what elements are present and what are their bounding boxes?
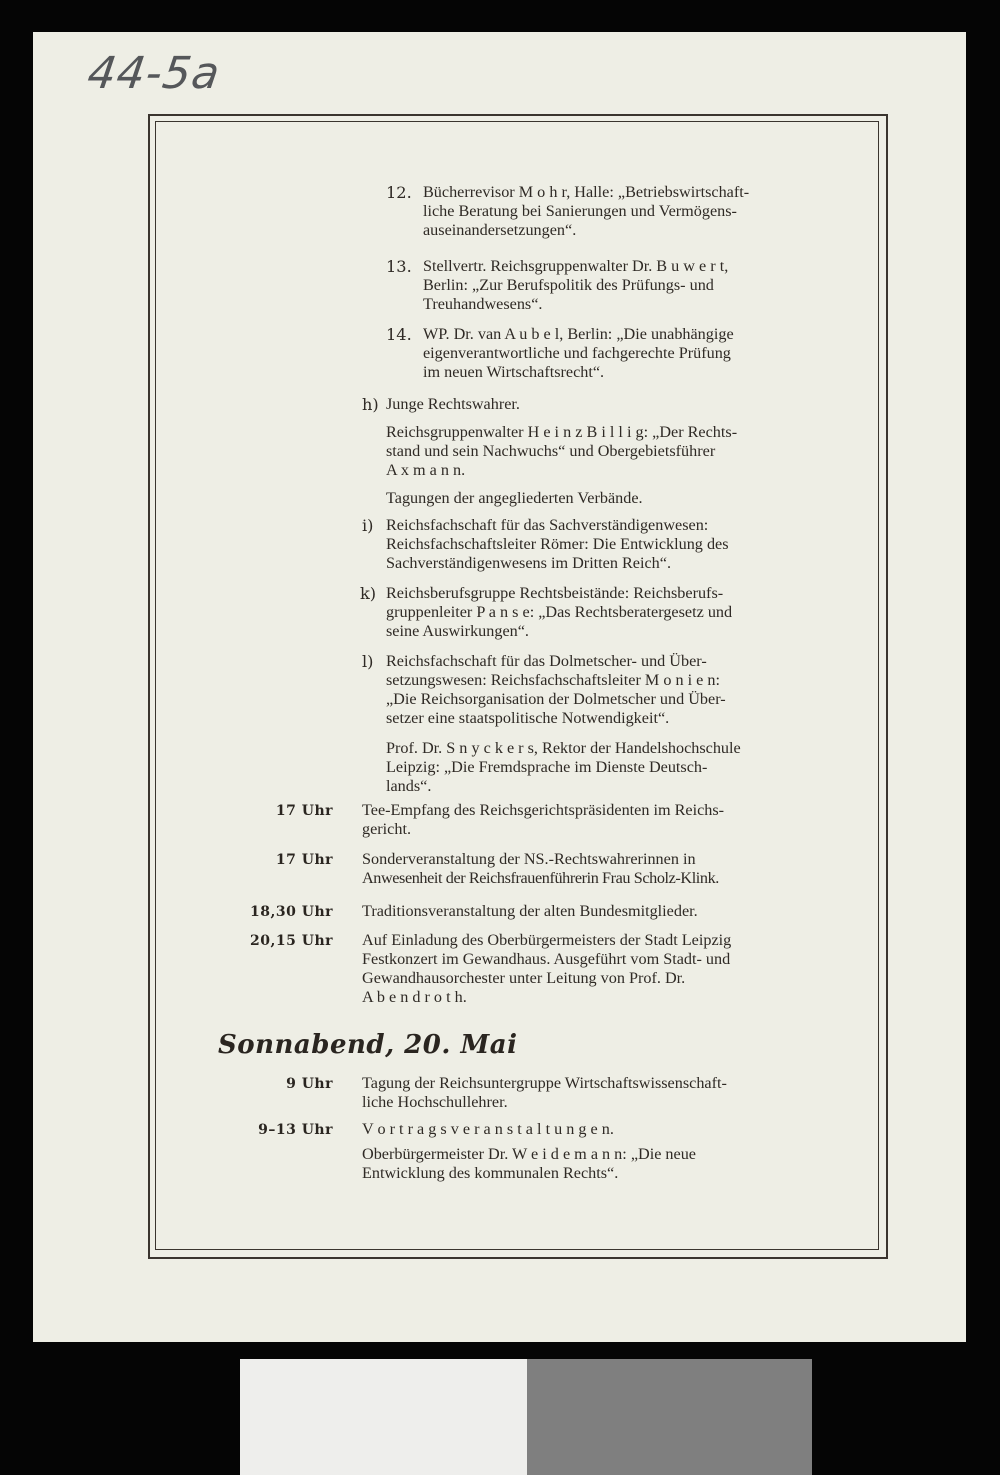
entry-line: A b e n d r o t h. <box>362 988 467 1006</box>
entry-line: Leipzig: „Die Fremdsprache im Dienste Deutsch- <box>386 758 708 776</box>
entry-line: Treuhandwesens“. <box>423 295 543 313</box>
handwritten-archive-note: 44-5a <box>84 48 224 99</box>
entry-line: seine Auswirkungen“. <box>386 622 529 640</box>
entry-line: im neuen Wirtschaftsrecht“. <box>423 363 605 381</box>
entry-line: stand und sein Nachwuchs“ und Obergebietsführer <box>386 442 716 460</box>
entry-line: eigenverantwortliche und fachgerechte Prüfung <box>423 344 731 362</box>
entry-13-text <box>423 257 728 314</box>
section-h-letter: h) <box>362 395 379 414</box>
time-label: 18,30 Uhr <box>250 904 333 920</box>
entry-line: liche Hochschullehrer. <box>362 1093 508 1111</box>
time-label: 9 Uhr <box>286 1076 333 1092</box>
time-label: 9–13 Uhr <box>258 1122 333 1138</box>
entry-line: Sachverständigenwesens im Dritten Reich“. <box>386 554 671 572</box>
time-label: 17 Uhr <box>275 852 333 868</box>
entry-line: Reichsfachschaftsleiter Römer: Die Entwicklung des <box>386 535 729 553</box>
entry-line: Reichsfachschaft für das Sachverständigenwesen: <box>386 516 709 534</box>
time-label: 20,15 Uhr <box>250 933 333 949</box>
entry-12-text <box>423 183 749 240</box>
entry-line: Entwicklung des kommunalen Rechts“. <box>362 1164 619 1182</box>
entry-line: Sonderveranstaltung der NS.-Rechtswahrerinnen in <box>362 850 696 868</box>
entry-line: Tagung der Reichsuntergruppe Wirtschaftswissenschaft- <box>362 1074 727 1092</box>
verbaende-heading <box>386 489 643 508</box>
section-l-text <box>386 652 726 728</box>
entry-line: Junge Rechtswahrer. <box>386 395 520 413</box>
entry-line: Tagungen der angegliederten Verbände. <box>386 489 643 507</box>
entry-line: Traditionsveranstaltung der alten Bundesmitglieder. <box>362 902 698 920</box>
entry-line: Prof. Dr. S n y c k e r s, Rektor der Handelshochschule <box>386 739 741 757</box>
entry-line: liche Beratung bei Sanierungen und Vermögens- <box>423 202 737 220</box>
entry-line: Oberbürgermeister Dr. W e i d e m a n n: „Die neue <box>362 1145 696 1163</box>
entry-line: Gewandhausorchester unter Leitung von Prof. Dr. <box>362 969 686 987</box>
entry-line: Reichsgruppenwalter H e i n z B i l l i g: „Der Rechts- <box>386 423 738 441</box>
time-label: 17 Uhr <box>275 803 333 819</box>
entry-line: A x m a n n. <box>386 461 466 479</box>
section-h-text <box>386 423 737 480</box>
schedule-text <box>362 850 719 888</box>
entry-line: Reichsberufsgruppe Rechtsbeistände: Reichsberufs- <box>386 584 724 602</box>
calibration-strip-light <box>240 1359 527 1475</box>
section-i-text <box>386 516 729 573</box>
entry-line: „Die Reichsorganisation der Dolmetscher und Über- <box>386 690 726 708</box>
section-k-letter: k) <box>360 584 377 603</box>
schedule-text <box>362 1120 614 1139</box>
section-h-title <box>386 395 520 414</box>
schedule-text <box>362 801 724 839</box>
entry-line: gericht. <box>362 820 411 838</box>
entry-14-text <box>423 325 734 382</box>
entry-13-number: 13. <box>386 257 412 276</box>
entry-line: lands“. <box>386 777 432 795</box>
entry-line: Festkonzert im Gewandhaus. Ausgeführt vom Stadt- und <box>362 950 731 968</box>
schedule-text <box>362 1074 727 1112</box>
entry-line: WP. Dr. van A u b e l, Berlin: „Die unabhängige <box>423 325 734 343</box>
section-l-extra-text <box>386 739 741 796</box>
entry-14-number: 14. <box>386 325 412 344</box>
entry-line: Berlin: „Zur Berufspolitik des Prüfungs- und <box>423 276 714 294</box>
entry-line: Tee-Empfang des Reichsgerichtspräsidenten im Reichs- <box>362 801 725 819</box>
entry-line: Bücherrevisor M o h r, Halle: „Betriebswirtschaft- <box>423 183 750 201</box>
schedule-text <box>362 931 731 1007</box>
entry-line: V o r t r a g s v e r a n s t a l t u n g e n. <box>362 1120 614 1138</box>
entry-line: auseinandersetzungen“. <box>423 221 577 239</box>
entry-line: Auf Einladung des Oberbürgermeisters der Stadt Leipzig <box>362 931 732 949</box>
section-k-text <box>386 584 732 641</box>
entry-line: gruppenleiter P a n s e: „Das Rechtsberatergesetz und <box>386 603 733 621</box>
day-heading: Sonnabend, 20. Mai <box>218 1030 518 1060</box>
entry-line: Anwesenheit der Reichsfrauenführerin Frau Scholz-Klink. <box>362 869 719 887</box>
entry-line: setzer eine staatspolitische Notwendigkeit“. <box>386 709 670 727</box>
calibration-strip-gray <box>527 1359 812 1475</box>
entry-line: Stellvertr. Reichsgruppenwalter Dr. B u w e r t, <box>423 257 729 275</box>
schedule-text <box>362 902 698 921</box>
entry-12-number: 12. <box>386 183 412 202</box>
section-l-letter: l) <box>362 652 374 671</box>
entry-line: Reichsfachschaft für das Dolmetscher- und Über- <box>386 652 707 670</box>
section-i-letter: i) <box>362 516 374 535</box>
schedule-text <box>362 1145 696 1183</box>
entry-line: setzungswesen: Reichsfachschaftsleiter M o n i e n: <box>386 671 720 689</box>
